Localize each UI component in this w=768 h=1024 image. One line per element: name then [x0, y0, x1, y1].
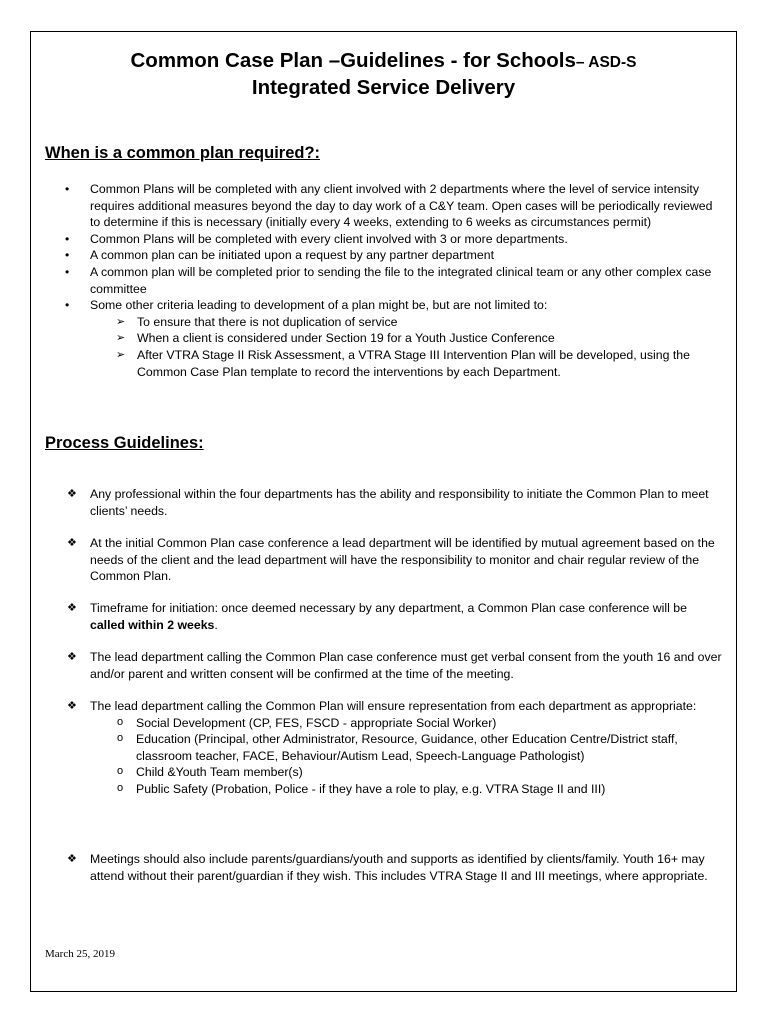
document-title	[30, 48, 737, 75]
sub-list-item: ➢ When a client is considered under Section 19 for a Youth Justice Conference	[90, 330, 720, 347]
process-item: ❖ At the initial Common Plan case conference a lead department will be identified by mutual agreement based on the needs of the client and the lead department will have the responsibility to monitor and chair regular review of the Common Plan.	[64, 535, 724, 585]
when-bullet-list	[60, 181, 720, 380]
process-item	[64, 600, 724, 633]
document-subtitle: Integrated Service Delivery	[251, 76, 516, 99]
process-heading: Process Guidelines:	[45, 434, 204, 452]
process-item	[64, 698, 724, 798]
title-main: Common Case Plan –Guidelines - for Schools	[130, 49, 576, 72]
process-item: ❖ The lead department calling the Common Plan case conference must get verbal consent from the youth 16 and over and/or parent and written consent will be confirmed at the time of the meeting.	[64, 649, 724, 682]
sub-list-item: o Public Safety (Probation, Police - if they have a role to play, e.g. VTRA Stage II and III)	[90, 781, 724, 798]
list-item-text: Some other criteria leading to development of a plan might be, but are not limited to:	[90, 298, 548, 313]
sub-list-item: o Education (Principal, other Administrator, Resource, Guidance, other Education Centre/District staff, classroom teacher, FACE, Behaviour/Autism Lead, Speech-Language Pathologist)	[90, 731, 724, 764]
title-suffix: – ASD-S	[575, 54, 637, 71]
process-item-text: Timeframe for initiation: once deemed necessary by any department, a Common Plan case conference will be	[90, 601, 687, 615]
process-item-emphasis: called within 2 weeks	[90, 617, 215, 632]
sub-list-item: ➢ After VTRA Stage II Risk Assessment, a VTRA Stage III Intervention Plan will be developed, using the Common Case Plan template to record the interventions by each Department.	[90, 347, 720, 380]
process-item: ❖ Meetings should also include parents/guardians/youth and supports as identified by clients/family. Youth 16+ may attend without their parent/guardian if they wish. This includes VTRA Stage II and III meetings, where appropriate.	[64, 851, 724, 884]
list-item: • A common plan can be initiated upon a request by any partner department	[60, 247, 720, 264]
when-heading: When is a common plan required?:	[45, 144, 321, 162]
sub-list-item: o Child &Youth Team member(s)	[90, 764, 724, 781]
list-item	[60, 297, 720, 380]
criteria-sub-list	[90, 314, 720, 380]
sub-list-item: ➢ To ensure that there is not duplication of service	[90, 314, 720, 331]
list-item: • A common plan will be completed prior to sending the file to the integrated clinical team or any other complex case committee	[60, 264, 720, 297]
process-item-text: The lead department calling the Common Plan will ensure representation from each department as appropriate:	[90, 699, 697, 713]
sub-list-item: o Social Development (CP, FES, FSCD - appropriate Social Worker)	[90, 715, 724, 732]
footer-date: March 25, 2019	[45, 948, 115, 960]
process-item: ❖ Any professional within the four departments has the ability and responsibility to initiate the Common Plan to meet clients’ needs.	[64, 486, 724, 519]
department-sub-list	[90, 715, 724, 798]
list-item: • Common Plans will be completed with every client involved with 3 or more departments.	[60, 231, 720, 248]
process-item-end: .	[214, 617, 218, 632]
list-item: • Common Plans will be completed with any client involved with 2 departments where the level of service intensity requires additional measures beyond the day to day work of a C&Y team. Open cases will be periodically reviewed to determine if this is necessary (initially every 4 weeks, extending to 6 weeks as circumstances permit)	[60, 181, 720, 231]
